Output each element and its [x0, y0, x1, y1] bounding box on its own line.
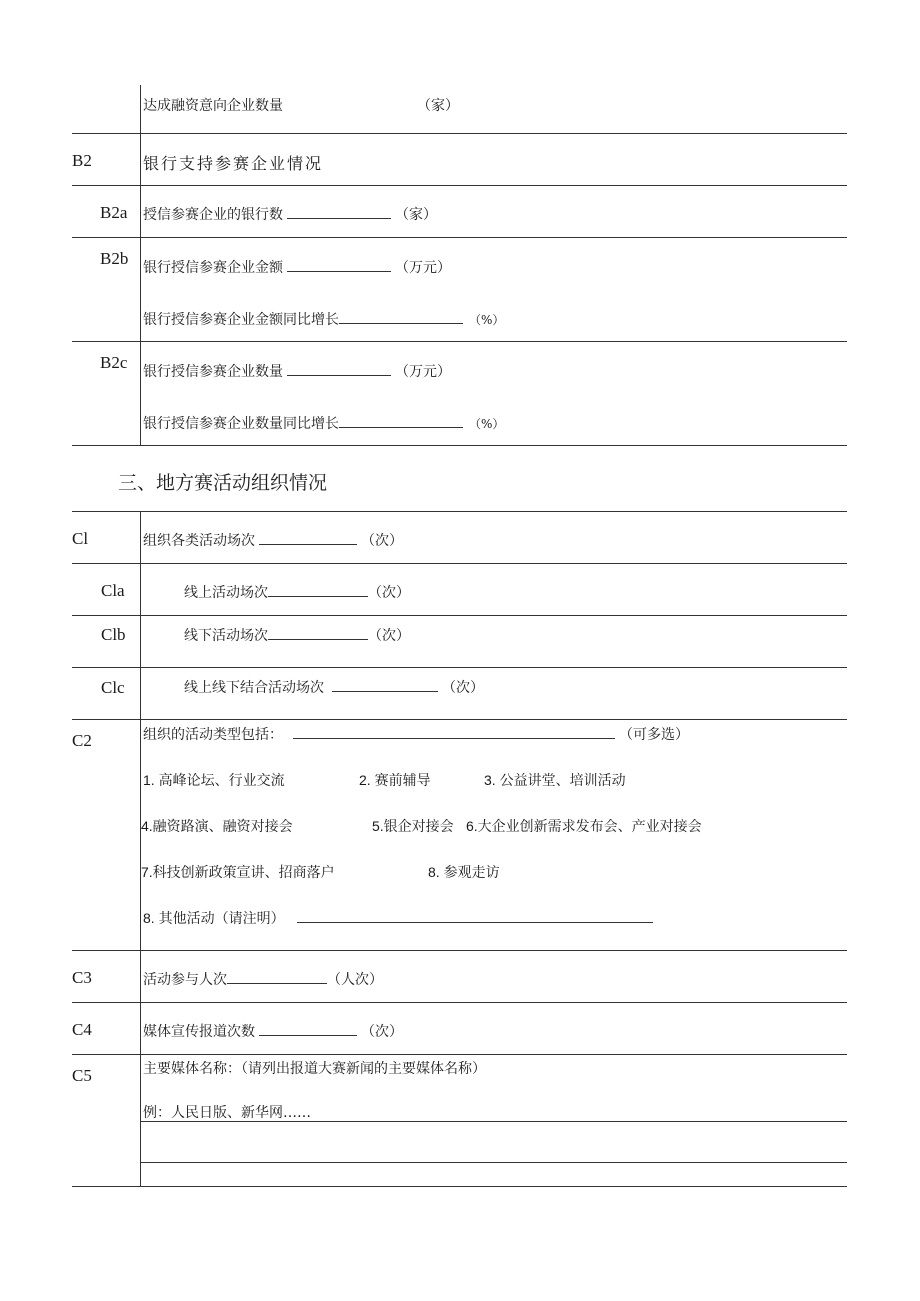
vertical-rule-bottom: [140, 511, 141, 1187]
row-divider: [72, 667, 847, 668]
c5-inner-divider: [141, 1162, 847, 1163]
c3-code: C3: [72, 968, 92, 987]
c1c-code: Clc: [101, 678, 125, 697]
c3-input[interactable]: [227, 971, 327, 984]
c5-example: 例：人民日版、新华网……: [143, 1105, 311, 1121]
b2c-code: B2c: [100, 353, 128, 372]
c1c-label: 线上线下结合活动场次: [184, 680, 324, 696]
c1a-unit: （次）: [368, 585, 410, 601]
c4-input[interactable]: [259, 1023, 357, 1036]
b2b-row-growth: [143, 309, 504, 329]
c2-option-8[interactable]: 8. 参观走访: [428, 864, 500, 880]
c2-option-5[interactable]: 5.银企对接会: [372, 818, 454, 834]
b2b-amount-input[interactable]: [287, 259, 391, 272]
c3-row: [143, 969, 383, 989]
b2c-growth-label: 银行授信参赛企业数量同比增长: [143, 416, 339, 432]
c2-code: C2: [72, 731, 92, 750]
c2-option-4[interactable]: 4.融资路演、融资对接会: [141, 818, 293, 834]
c1c-unit: （次）: [442, 680, 484, 696]
b1-tail-row: [143, 95, 283, 115]
c2-unit: （可多选）: [619, 727, 689, 743]
row-divider: [72, 133, 847, 134]
section-title: 三、地方赛活动组织情况: [118, 472, 328, 494]
b2c-count-input[interactable]: [287, 363, 391, 376]
b2a-input[interactable]: [287, 206, 391, 219]
c1b-input[interactable]: [268, 627, 368, 640]
row-divider: [72, 563, 847, 564]
c3-label: 活动参与人次: [143, 972, 227, 988]
row-divider: [72, 1002, 847, 1003]
c4-unit: （次）: [361, 1024, 403, 1040]
c2-option-3[interactable]: 3. 公益讲堂、培训活动: [484, 772, 626, 788]
b2-title: 银行支持参赛企业情况: [143, 154, 324, 173]
c1a-label: 线上活动场次: [184, 585, 268, 601]
b2c-growth-unit: （%）: [469, 417, 505, 431]
b2b-code: B2b: [100, 249, 129, 268]
b2b-amount-label: 银行授信参赛企业金额: [143, 260, 283, 276]
c2-other-row: [143, 908, 657, 928]
c1a-code: Cla: [101, 581, 125, 600]
c2-other-label: 8. 其他活动（请注明）: [143, 910, 285, 926]
b2b-growth-unit: （%）: [469, 313, 505, 327]
c1-code: Cl: [72, 529, 89, 548]
b2a-label: 授信参赛企业的银行数: [143, 207, 283, 223]
c3-unit: （人次）: [327, 972, 383, 988]
c1b-row: [184, 625, 410, 645]
c1-row: [143, 530, 403, 550]
row-divider: [72, 445, 847, 446]
b2c-row-growth: [143, 413, 504, 433]
b2a-code: B2a: [100, 203, 128, 222]
b2b-growth-label: 银行授信参赛企业金额同比增长: [143, 312, 339, 328]
b2b-row-amount: [143, 257, 451, 277]
c1-input[interactable]: [259, 532, 357, 545]
row-divider: [72, 511, 847, 512]
b2a-unit: （家）: [395, 207, 437, 223]
c1b-code: Clb: [101, 625, 126, 644]
c2-other-input[interactable]: [297, 910, 653, 923]
c2-input[interactable]: [293, 726, 615, 739]
row-divider: [72, 1186, 847, 1187]
c1b-unit: （次）: [368, 628, 410, 644]
b1-tail-label: 达成融资意向企业数量: [143, 98, 283, 114]
row-divider: [72, 185, 847, 186]
c1c-input[interactable]: [332, 679, 438, 692]
row-divider: [72, 719, 847, 720]
c1a-input[interactable]: [268, 584, 368, 597]
c1-label: 组织各类活动场次: [143, 533, 255, 549]
c2-label: 组织的活动类型包括：: [143, 727, 283, 743]
b2a-row: [143, 204, 437, 224]
c4-code: C4: [72, 1020, 92, 1039]
c1b-label: 线下活动场次: [184, 628, 268, 644]
b2c-row-count: [143, 361, 451, 381]
vertical-rule-top: [140, 85, 141, 446]
c4-label: 媒体宣传报道次数: [143, 1024, 255, 1040]
c5-label: 主要媒体名称：（请列出报道大赛新闻的主要媒体名称）: [143, 1061, 486, 1077]
b2c-count-unit: （万元）: [395, 364, 451, 380]
row-divider: [72, 950, 847, 951]
c5-code: C5: [72, 1066, 92, 1085]
row-divider: [72, 341, 847, 342]
c2-option-1[interactable]: 1. 高峰论坛、行业交流: [143, 772, 285, 788]
row-divider: [72, 615, 847, 616]
c2-option-6[interactable]: 6.大企业创新需求发布会、产业对接会: [466, 818, 702, 834]
c5-media-input-1[interactable]: [142, 1124, 846, 1160]
b2b-amount-unit: （万元）: [395, 260, 451, 276]
c2-header-row: [143, 724, 689, 744]
b2c-count-label: 银行授信参赛企业数量: [143, 364, 283, 380]
c1-unit: （次）: [361, 533, 403, 549]
b2c-growth-input[interactable]: [339, 415, 463, 428]
row-divider: [72, 237, 847, 238]
c2-option-7[interactable]: 7.科技创新政策宣讲、招商落户: [141, 864, 335, 880]
c1c-row: [184, 677, 484, 697]
c4-row: [143, 1021, 403, 1041]
b1-tail-unit: （家）: [417, 98, 459, 114]
c5-media-input-2[interactable]: [142, 1165, 846, 1184]
b2-code: B2: [72, 151, 92, 170]
c2-option-2[interactable]: 2. 赛前辅导: [359, 772, 431, 788]
c1a-row: [184, 582, 410, 602]
row-divider: [72, 1054, 847, 1055]
b2b-growth-input[interactable]: [339, 311, 463, 324]
